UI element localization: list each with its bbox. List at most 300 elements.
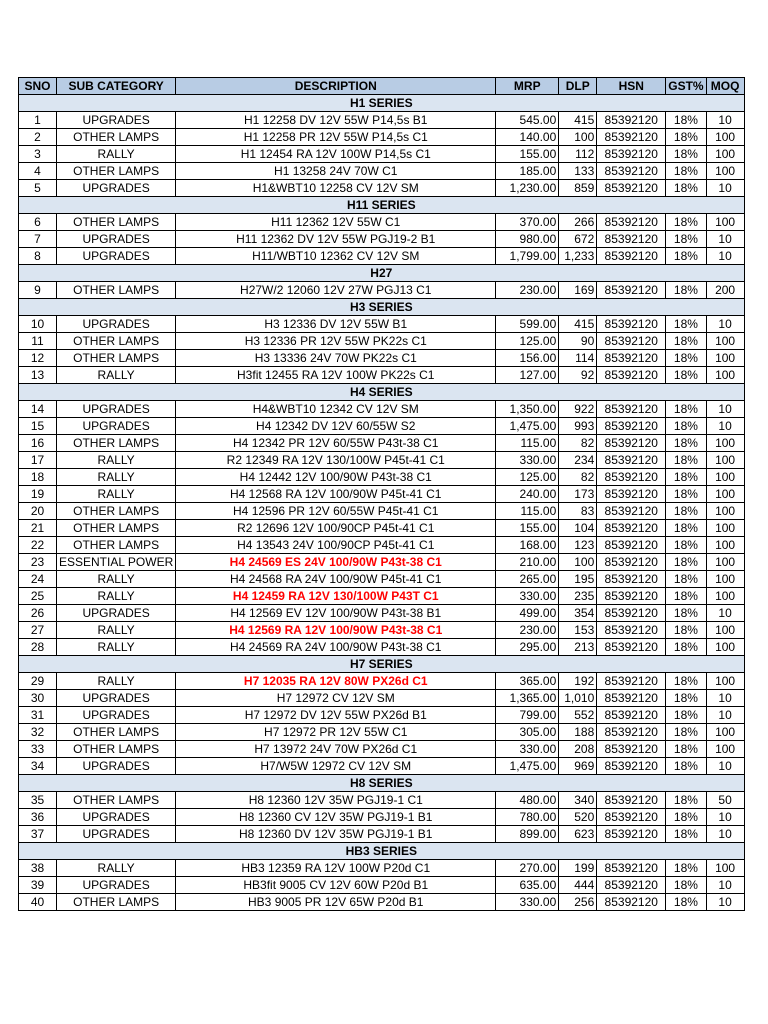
- cell-description: H4 13543 24V 100/90CP P45t-41 C1: [176, 537, 496, 554]
- cell-sub-category: OTHER LAMPS: [57, 503, 176, 520]
- cell-mrp: 295.00: [496, 639, 559, 656]
- cell-sno: 35: [19, 792, 57, 809]
- cell-mrp: 330.00: [496, 894, 559, 911]
- table-row: [19, 248, 745, 265]
- cell-gst: 18%: [666, 469, 706, 486]
- section-header-row: [19, 95, 745, 112]
- section-title: H1 SERIES: [19, 95, 745, 112]
- cell-dlp: 90: [559, 333, 597, 350]
- cell-mrp: 115.00: [496, 503, 559, 520]
- cell-hsn: 85392120: [597, 214, 666, 231]
- cell-description: H4 24569 RA 24V 100/90W P43t-38 C1: [176, 639, 496, 656]
- table-row: [19, 520, 745, 537]
- cell-mrp: 1,350.00: [496, 401, 559, 418]
- cell-gst: 18%: [666, 894, 706, 911]
- cell-gst: 18%: [666, 146, 706, 163]
- cell-gst: 18%: [666, 605, 706, 622]
- cell-sno: 17: [19, 452, 57, 469]
- cell-description: H1 12258 DV 12V 55W P14,5s B1: [176, 112, 496, 129]
- cell-sub-category: OTHER LAMPS: [57, 350, 176, 367]
- cell-gst: 18%: [666, 180, 706, 197]
- section-header-row: [19, 656, 745, 673]
- cell-description: H4 12569 RA 12V 100/90W P43t-38 C1: [176, 622, 496, 639]
- table-row: [19, 877, 745, 894]
- table-row: [19, 486, 745, 503]
- cell-moq: 10: [706, 877, 744, 894]
- cell-sub-category: RALLY: [57, 146, 176, 163]
- header-sub-category: SUB CATEGORY: [57, 78, 176, 95]
- cell-gst: 18%: [666, 520, 706, 537]
- cell-moq: 10: [706, 231, 744, 248]
- cell-sub-category: RALLY: [57, 860, 176, 877]
- cell-sno: 33: [19, 741, 57, 758]
- cell-dlp: 173: [559, 486, 597, 503]
- cell-sub-category: OTHER LAMPS: [57, 214, 176, 231]
- cell-hsn: 85392120: [597, 605, 666, 622]
- cell-sub-category: RALLY: [57, 622, 176, 639]
- cell-moq: 100: [706, 214, 744, 231]
- cell-mrp: 1,230.00: [496, 180, 559, 197]
- cell-hsn: 85392120: [597, 537, 666, 554]
- cell-sno: 40: [19, 894, 57, 911]
- table-row: [19, 452, 745, 469]
- table-row: [19, 180, 745, 197]
- cell-description: H1 12258 PR 12V 55W P14,5s C1: [176, 129, 496, 146]
- header-hsn: HSN: [597, 78, 666, 95]
- cell-sub-category: OTHER LAMPS: [57, 792, 176, 809]
- cell-mrp: 305.00: [496, 724, 559, 741]
- section-header-row: [19, 299, 745, 316]
- cell-mrp: 330.00: [496, 588, 559, 605]
- cell-sub-category: UPGRADES: [57, 690, 176, 707]
- cell-sno: 13: [19, 367, 57, 384]
- cell-hsn: 85392120: [597, 707, 666, 724]
- cell-hsn: 85392120: [597, 588, 666, 605]
- cell-description: HB3 9005 PR 12V 65W P20d B1: [176, 894, 496, 911]
- cell-dlp: 1,010: [559, 690, 597, 707]
- cell-mrp: 265.00: [496, 571, 559, 588]
- cell-sub-category: UPGRADES: [57, 826, 176, 843]
- cell-hsn: 85392120: [597, 316, 666, 333]
- cell-sub-category: UPGRADES: [57, 707, 176, 724]
- cell-hsn: 85392120: [597, 248, 666, 265]
- cell-description: H7 12035 RA 12V 80W PX26d C1: [176, 673, 496, 690]
- cell-sno: 37: [19, 826, 57, 843]
- cell-sub-category: RALLY: [57, 367, 176, 384]
- cell-gst: 18%: [666, 316, 706, 333]
- cell-hsn: 85392120: [597, 503, 666, 520]
- cell-sno: 28: [19, 639, 57, 656]
- cell-description: H1 12454 RA 12V 100W P14,5s C1: [176, 146, 496, 163]
- section-header-row: [19, 384, 745, 401]
- cell-hsn: 85392120: [597, 673, 666, 690]
- table-row: [19, 622, 745, 639]
- section-header-row: [19, 265, 745, 282]
- cell-hsn: 85392120: [597, 333, 666, 350]
- cell-moq: 100: [706, 333, 744, 350]
- cell-sno: 19: [19, 486, 57, 503]
- cell-moq: 100: [706, 860, 744, 877]
- cell-gst: 18%: [666, 554, 706, 571]
- header-sno: SNO: [19, 78, 57, 95]
- section-title: H3 SERIES: [19, 299, 745, 316]
- cell-sub-category: RALLY: [57, 469, 176, 486]
- cell-sub-category: UPGRADES: [57, 877, 176, 894]
- cell-moq: 100: [706, 163, 744, 180]
- cell-mrp: 155.00: [496, 520, 559, 537]
- cell-moq: 10: [706, 826, 744, 843]
- cell-dlp: 672: [559, 231, 597, 248]
- section-title: H4 SERIES: [19, 384, 745, 401]
- cell-dlp: 82: [559, 435, 597, 452]
- cell-moq: 100: [706, 469, 744, 486]
- cell-sno: 15: [19, 418, 57, 435]
- cell-sub-category: OTHER LAMPS: [57, 129, 176, 146]
- table-row: [19, 367, 745, 384]
- cell-moq: 200: [706, 282, 744, 299]
- cell-moq: 100: [706, 129, 744, 146]
- table-row: [19, 401, 745, 418]
- cell-mrp: 125.00: [496, 333, 559, 350]
- cell-gst: 18%: [666, 401, 706, 418]
- cell-hsn: 85392120: [597, 112, 666, 129]
- cell-dlp: 169: [559, 282, 597, 299]
- section-title: H27: [19, 265, 745, 282]
- cell-sub-category: OTHER LAMPS: [57, 537, 176, 554]
- cell-dlp: 104: [559, 520, 597, 537]
- cell-sno: 6: [19, 214, 57, 231]
- cell-mrp: 230.00: [496, 282, 559, 299]
- cell-sub-category: OTHER LAMPS: [57, 520, 176, 537]
- cell-hsn: 85392120: [597, 469, 666, 486]
- table-row: [19, 571, 745, 588]
- cell-mrp: 210.00: [496, 554, 559, 571]
- cell-gst: 18%: [666, 537, 706, 554]
- cell-hsn: 85392120: [597, 826, 666, 843]
- cell-description: H4 12459 RA 12V 130/100W P43T C1: [176, 588, 496, 605]
- cell-dlp: 192: [559, 673, 597, 690]
- cell-description: H4 12442 12V 100/90W P43t-38 C1: [176, 469, 496, 486]
- cell-gst: 18%: [666, 588, 706, 605]
- cell-sub-category: RALLY: [57, 486, 176, 503]
- cell-mrp: 545.00: [496, 112, 559, 129]
- cell-moq: 10: [706, 690, 744, 707]
- cell-description: H4 12342 PR 12V 60/55W P43t-38 C1: [176, 435, 496, 452]
- cell-dlp: 234: [559, 452, 597, 469]
- cell-gst: 18%: [666, 809, 706, 826]
- cell-gst: 18%: [666, 112, 706, 129]
- cell-moq: 10: [706, 707, 744, 724]
- cell-gst: 18%: [666, 350, 706, 367]
- table-row: [19, 163, 745, 180]
- cell-mrp: 1,799.00: [496, 248, 559, 265]
- cell-gst: 18%: [666, 690, 706, 707]
- cell-description: H8 12360 12V 35W PGJ19-1 C1: [176, 792, 496, 809]
- cell-hsn: 85392120: [597, 792, 666, 809]
- cell-mrp: 480.00: [496, 792, 559, 809]
- cell-sno: 34: [19, 758, 57, 775]
- cell-moq: 100: [706, 554, 744, 571]
- cell-sno: 5: [19, 180, 57, 197]
- cell-moq: 100: [706, 435, 744, 452]
- section-title: H8 SERIES: [19, 775, 745, 792]
- table-row: [19, 316, 745, 333]
- cell-gst: 18%: [666, 248, 706, 265]
- cell-sno: 12: [19, 350, 57, 367]
- cell-moq: 10: [706, 809, 744, 826]
- cell-mrp: 780.00: [496, 809, 559, 826]
- cell-sub-category: RALLY: [57, 639, 176, 656]
- cell-gst: 18%: [666, 129, 706, 146]
- cell-sno: 14: [19, 401, 57, 418]
- cell-sno: 31: [19, 707, 57, 724]
- cell-mrp: 155.00: [496, 146, 559, 163]
- table-row: [19, 894, 745, 911]
- cell-sub-category: UPGRADES: [57, 316, 176, 333]
- cell-description: H4 12569 EV 12V 100/90W P43t-38 B1: [176, 605, 496, 622]
- cell-mrp: 185.00: [496, 163, 559, 180]
- header-gst: GST%: [666, 78, 706, 95]
- cell-description: H4 12596 PR 12V 60/55W P45t-41 C1: [176, 503, 496, 520]
- cell-description: H7 13972 24V 70W PX26d C1: [176, 741, 496, 758]
- cell-mrp: 899.00: [496, 826, 559, 843]
- cell-description: H4 12342 DV 12V 60/55W S2: [176, 418, 496, 435]
- cell-sub-category: OTHER LAMPS: [57, 282, 176, 299]
- cell-hsn: 85392120: [597, 367, 666, 384]
- cell-moq: 10: [706, 605, 744, 622]
- cell-moq: 100: [706, 571, 744, 588]
- price-list-table: [18, 77, 745, 911]
- cell-gst: 18%: [666, 758, 706, 775]
- cell-dlp: 235: [559, 588, 597, 605]
- table-row: [19, 503, 745, 520]
- cell-dlp: 213: [559, 639, 597, 656]
- table-row: [19, 554, 745, 571]
- cell-hsn: 85392120: [597, 860, 666, 877]
- cell-dlp: 100: [559, 554, 597, 571]
- cell-moq: 100: [706, 724, 744, 741]
- cell-gst: 18%: [666, 367, 706, 384]
- cell-dlp: 153: [559, 622, 597, 639]
- cell-mrp: 1,475.00: [496, 758, 559, 775]
- header-moq: MOQ: [706, 78, 744, 95]
- section-title: HB3 SERIES: [19, 843, 745, 860]
- cell-description: H1 13258 24V 70W C1: [176, 163, 496, 180]
- cell-description: H11/WBT10 12362 CV 12V SM: [176, 248, 496, 265]
- table-row: [19, 639, 745, 656]
- cell-mrp: 240.00: [496, 486, 559, 503]
- cell-dlp: 83: [559, 503, 597, 520]
- cell-sub-category: UPGRADES: [57, 418, 176, 435]
- cell-moq: 10: [706, 418, 744, 435]
- cell-gst: 18%: [666, 860, 706, 877]
- cell-hsn: 85392120: [597, 724, 666, 741]
- table-row: [19, 707, 745, 724]
- cell-gst: 18%: [666, 503, 706, 520]
- section-header-row: [19, 197, 745, 214]
- cell-sub-category: ESSENTIAL POWER: [57, 554, 176, 571]
- cell-description: H11 12362 12V 55W C1: [176, 214, 496, 231]
- cell-sno: 1: [19, 112, 57, 129]
- cell-sno: 8: [19, 248, 57, 265]
- cell-dlp: 444: [559, 877, 597, 894]
- cell-dlp: 100: [559, 129, 597, 146]
- cell-dlp: 266: [559, 214, 597, 231]
- cell-sno: 25: [19, 588, 57, 605]
- section-title: H11 SERIES: [19, 197, 745, 214]
- cell-description: HB3 12359 RA 12V 100W P20d C1: [176, 860, 496, 877]
- table-row: [19, 146, 745, 163]
- cell-sub-category: UPGRADES: [57, 401, 176, 418]
- cell-dlp: 133: [559, 163, 597, 180]
- cell-description: H3 12336 DV 12V 55W B1: [176, 316, 496, 333]
- table-row: [19, 741, 745, 758]
- table-row: [19, 129, 745, 146]
- cell-dlp: 114: [559, 350, 597, 367]
- header-row: [19, 78, 745, 95]
- cell-description: H7 12972 DV 12V 55W PX26d B1: [176, 707, 496, 724]
- cell-moq: 100: [706, 367, 744, 384]
- cell-moq: 100: [706, 486, 744, 503]
- cell-gst: 18%: [666, 724, 706, 741]
- cell-hsn: 85392120: [597, 180, 666, 197]
- cell-hsn: 85392120: [597, 741, 666, 758]
- section-title: H7 SERIES: [19, 656, 745, 673]
- table-row: [19, 809, 745, 826]
- cell-description: H7 12972 PR 12V 55W C1: [176, 724, 496, 741]
- cell-sub-category: UPGRADES: [57, 605, 176, 622]
- cell-description: H1&WBT10 12258 CV 12V SM: [176, 180, 496, 197]
- cell-mrp: 230.00: [496, 622, 559, 639]
- cell-mrp: 1,365.00: [496, 690, 559, 707]
- table-row: [19, 537, 745, 554]
- cell-sno: 7: [19, 231, 57, 248]
- cell-dlp: 188: [559, 724, 597, 741]
- cell-mrp: 140.00: [496, 129, 559, 146]
- cell-dlp: 552: [559, 707, 597, 724]
- cell-sno: 30: [19, 690, 57, 707]
- cell-hsn: 85392120: [597, 231, 666, 248]
- header-dlp: DLP: [559, 78, 597, 95]
- cell-moq: 10: [706, 180, 744, 197]
- cell-mrp: 330.00: [496, 452, 559, 469]
- table-row: [19, 588, 745, 605]
- cell-moq: 10: [706, 248, 744, 265]
- cell-description: R2 12349 RA 12V 130/100W P45t-41 C1: [176, 452, 496, 469]
- cell-gst: 18%: [666, 418, 706, 435]
- section-header-row: [19, 843, 745, 860]
- cell-dlp: 112: [559, 146, 597, 163]
- cell-moq: 10: [706, 316, 744, 333]
- cell-dlp: 256: [559, 894, 597, 911]
- cell-description: H8 12360 CV 12V 35W PGJ19-1 B1: [176, 809, 496, 826]
- cell-mrp: 330.00: [496, 741, 559, 758]
- cell-hsn: 85392120: [597, 520, 666, 537]
- cell-mrp: 156.00: [496, 350, 559, 367]
- table-row: [19, 860, 745, 877]
- cell-sno: 23: [19, 554, 57, 571]
- cell-sno: 29: [19, 673, 57, 690]
- cell-mrp: 370.00: [496, 214, 559, 231]
- cell-dlp: 208: [559, 741, 597, 758]
- cell-mrp: 599.00: [496, 316, 559, 333]
- table-row: [19, 231, 745, 248]
- cell-sub-category: RALLY: [57, 673, 176, 690]
- cell-dlp: 92: [559, 367, 597, 384]
- cell-gst: 18%: [666, 452, 706, 469]
- cell-hsn: 85392120: [597, 554, 666, 571]
- table-row: [19, 792, 745, 809]
- cell-sno: 3: [19, 146, 57, 163]
- cell-sno: 9: [19, 282, 57, 299]
- cell-description: H7/W5W 12972 CV 12V SM: [176, 758, 496, 775]
- table-row: [19, 112, 745, 129]
- cell-sub-category: RALLY: [57, 452, 176, 469]
- cell-dlp: 415: [559, 316, 597, 333]
- cell-dlp: 993: [559, 418, 597, 435]
- cell-mrp: 168.00: [496, 537, 559, 554]
- table-row: [19, 214, 745, 231]
- cell-sno: 38: [19, 860, 57, 877]
- cell-mrp: 125.00: [496, 469, 559, 486]
- cell-sno: 20: [19, 503, 57, 520]
- cell-hsn: 85392120: [597, 622, 666, 639]
- cell-sub-category: RALLY: [57, 588, 176, 605]
- cell-hsn: 85392120: [597, 418, 666, 435]
- cell-sno: 2: [19, 129, 57, 146]
- cell-hsn: 85392120: [597, 809, 666, 826]
- cell-moq: 100: [706, 537, 744, 554]
- cell-moq: 100: [706, 741, 744, 758]
- cell-moq: 100: [706, 673, 744, 690]
- cell-sno: 16: [19, 435, 57, 452]
- cell-sub-category: OTHER LAMPS: [57, 435, 176, 452]
- cell-dlp: 82: [559, 469, 597, 486]
- cell-moq: 100: [706, 639, 744, 656]
- cell-gst: 18%: [666, 707, 706, 724]
- cell-moq: 100: [706, 503, 744, 520]
- cell-moq: 10: [706, 401, 744, 418]
- cell-gst: 18%: [666, 231, 706, 248]
- table-row: [19, 673, 745, 690]
- cell-gst: 18%: [666, 282, 706, 299]
- cell-mrp: 270.00: [496, 860, 559, 877]
- cell-dlp: 969: [559, 758, 597, 775]
- cell-dlp: 922: [559, 401, 597, 418]
- cell-dlp: 199: [559, 860, 597, 877]
- cell-description: H4 24569 ES 24V 100/90W P43t-38 C1: [176, 554, 496, 571]
- header-description: DESCRIPTION: [176, 78, 496, 95]
- cell-gst: 18%: [666, 639, 706, 656]
- cell-dlp: 415: [559, 112, 597, 129]
- table-row: [19, 418, 745, 435]
- cell-mrp: 980.00: [496, 231, 559, 248]
- cell-gst: 18%: [666, 435, 706, 452]
- cell-sno: 4: [19, 163, 57, 180]
- cell-sno: 27: [19, 622, 57, 639]
- cell-gst: 18%: [666, 741, 706, 758]
- cell-mrp: 127.00: [496, 367, 559, 384]
- cell-sub-category: OTHER LAMPS: [57, 741, 176, 758]
- cell-moq: 100: [706, 452, 744, 469]
- cell-gst: 18%: [666, 826, 706, 843]
- cell-hsn: 85392120: [597, 282, 666, 299]
- cell-hsn: 85392120: [597, 690, 666, 707]
- cell-description: H4 12568 RA 12V 100/90W P45t-41 C1: [176, 486, 496, 503]
- cell-hsn: 85392120: [597, 571, 666, 588]
- cell-mrp: 635.00: [496, 877, 559, 894]
- cell-sno: 36: [19, 809, 57, 826]
